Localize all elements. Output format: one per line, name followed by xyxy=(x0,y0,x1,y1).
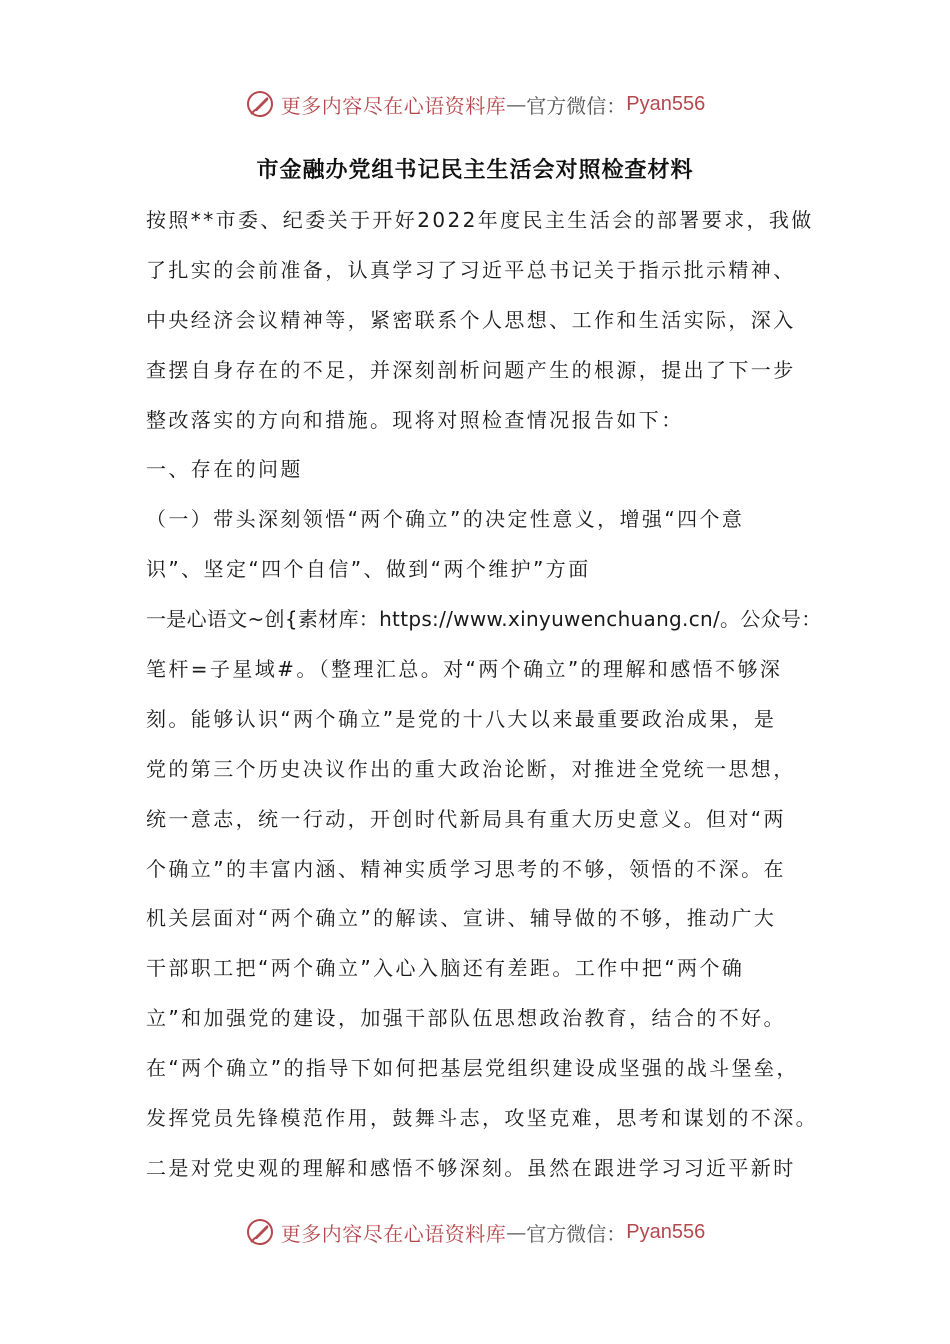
text-line: 查摆自身存在的不足，并深刻剖析问题产生的根源，提出了下一步 xyxy=(146,357,796,382)
footer-watermark-banner xyxy=(0,1212,950,1252)
text-line: 发挥党员先锋模范作用，鼓舞斗志，攻坚克难，思考和谋划的不深。 xyxy=(146,1106,818,1131)
banner-sub-text: 官方微信： xyxy=(526,93,627,118)
subsection-heading-cont: 识”、坚定“四个自信”、做到“两个维护”方面 xyxy=(146,557,591,582)
subsection-heading: （一）带头深刻领悟“两个确立”的决定性意义，增强“四个意 xyxy=(146,507,745,532)
banner-wechat-id: Pyan556 xyxy=(626,92,706,115)
text-line: 按照**市委、纪委关于开好2022年度民主生活会的部署要求，我做 xyxy=(146,208,814,232)
text-line: 笔杆=子星域#。（整理汇总。对“两个确立”的理解和感悟不够深 xyxy=(146,657,783,682)
text-line: 立”和加强党的建设，加强干部队伍思想政治教育，结合的不好。 xyxy=(146,1006,786,1031)
text-line: 在“两个确立”的指导下如何把基层党组织建设成坚强的战斗堡垒， xyxy=(146,1056,799,1081)
text-line: 党的第三个历史决议作出的重大政治论断，对推进全党统一思想， xyxy=(146,756,796,781)
text-line: 中央经济会议精神等，紧密联系个人思想、工作和生活实际，深入 xyxy=(146,307,796,332)
banner-main-text: 更多内容尽在心语资料库 xyxy=(280,1221,507,1246)
document-title: 市金融办党组书记民主生活会对照检查材料 xyxy=(256,158,694,183)
banner-dash: — xyxy=(506,1220,527,1244)
text-line: 个确立”的丰富内涵、精神实质学习思考的不够，领悟的不深。在 xyxy=(146,856,786,881)
quill-pen-logo-icon xyxy=(245,89,275,119)
document-body xyxy=(146,196,822,1194)
banner-sub-text: 官方微信： xyxy=(526,1221,627,1246)
banner-main-text: 更多内容尽在心语资料库 xyxy=(280,93,507,118)
text-line: 统一意志，统一行动，开创时代新局具有重大历史意义。但对“两 xyxy=(146,806,786,831)
text-line: 整改落实的方向和措施。现将对照检查情况报告如下： xyxy=(146,407,684,432)
quill-pen-logo-icon xyxy=(245,1217,275,1247)
text-line: 了扎实的会前准备，认真学习了习近平总书记关于指示批示精神、 xyxy=(146,257,796,282)
text-line: 干部职工把“两个确立”入心入脑还有差距。工作中把“两个确 xyxy=(146,956,745,981)
banner-wechat-id: Pyan556 xyxy=(626,1220,706,1243)
banner-dash: — xyxy=(506,92,527,116)
text-line: 一是心语文~创{素材库：https://www.xinyuwenchuang.cn/。公众号： xyxy=(146,607,822,632)
section-heading: 一、存在的问题 xyxy=(146,457,303,482)
header-watermark-banner xyxy=(0,84,950,124)
text-line: 二是对党史观的理解和感悟不够深刻。虽然在跟进学习习近平新时 xyxy=(146,1155,796,1180)
text-line: 机关层面对“两个确立”的解读、宣讲、辅导做的不够，推动广大 xyxy=(146,906,777,931)
text-line: 刻。能够认识“两个确立”是党的十八大以来最重要政治成果，是 xyxy=(146,706,777,731)
